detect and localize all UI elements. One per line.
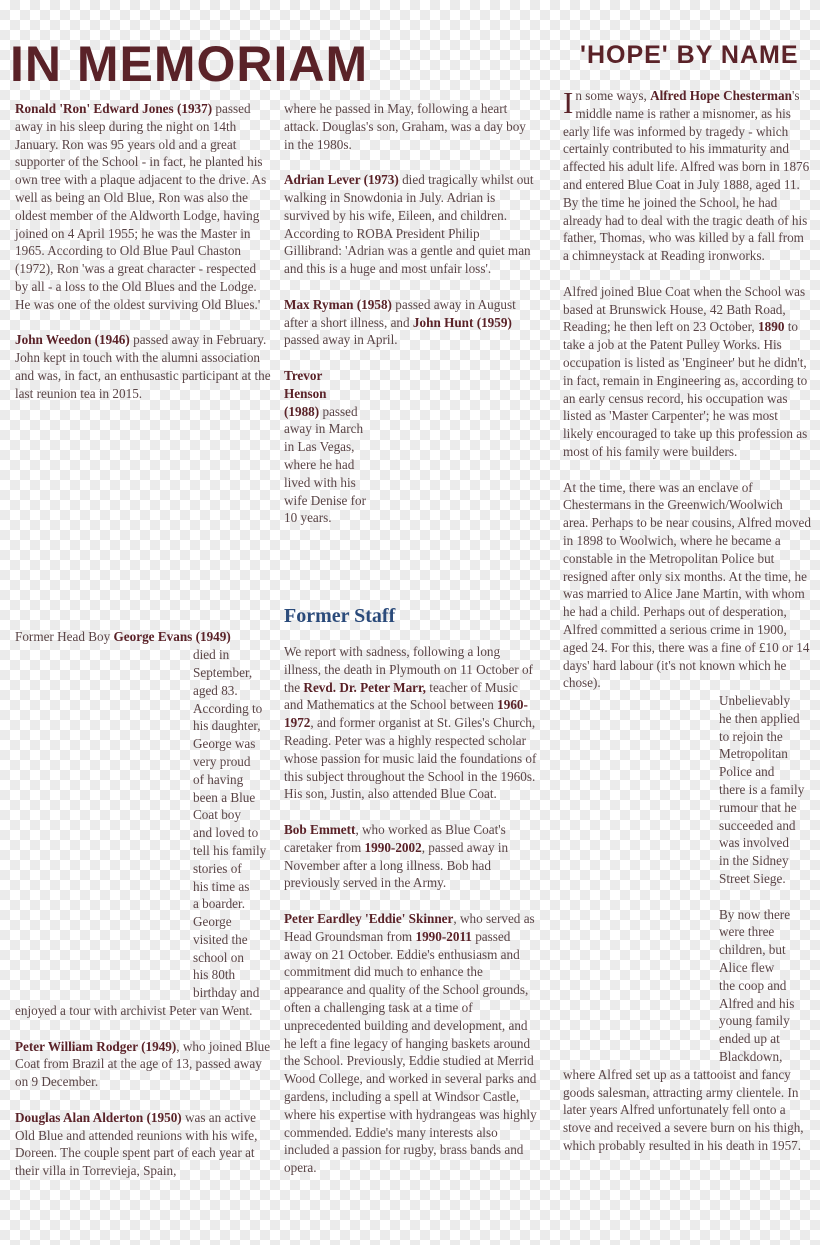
text-line: Police and [719, 764, 775, 780]
obituary-text: was an active Old Blue and attended reunions with his wife, Doreen. The couple spent part of each year at their villa in Torrevieja, Spain, [15, 1109, 258, 1179]
article-name: Alfred Hope Chesterman [650, 88, 792, 103]
text-line: in the Sidney [719, 853, 789, 869]
obituary-years: 1960-1972 [284, 697, 528, 731]
obituary-text: passed away in his sleep during the night on 14th January. Ron was 95 years old and a great supporter of the School - in fact, he planted his own tree with a plaque adjacent to the drive. As well as being an Old Blue, Ron was also the oldest member of the Aldworth Lodge, having joined on 4 April 1955; he was the Master in 1965. According to Old Blue Paul Chaston (1972), Ron 'was a great character - respected by all - a loss to the Old Blues and the Lodge. He was one of the oldest surviving Old Blues.' [15, 101, 267, 312]
obituary-weedon [15, 331, 271, 402]
text-line: Street Siege. [719, 871, 786, 887]
text-line: Blackdown, [719, 1049, 783, 1065]
text-line: George was [193, 736, 256, 752]
article-paragraph-5-end: where Alfred set up as a tattooist and fancy goods salesman, attracting army clientele. In later years Alfred unfortunately fell onto a stove and received a severe burn on his thigh, which probably resulted in his death in 1957. [563, 1066, 804, 1154]
obituary-evans [15, 628, 271, 1020]
obituary-text: died tragically whilst out walking in Snowdonia in July. Adrian is survived by his wife, Eileen, and children. According to ROBA President Philip Gillibrand: 'Adrian was a gentle and quiet man and this is a huge and most unfair loss'. [284, 172, 534, 277]
text-line: been a Blue [193, 789, 256, 805]
obituary-text: passed away in August after a short illness, and [284, 296, 516, 330]
text-line: aged 83. [193, 682, 238, 698]
obituary-henson [284, 367, 376, 527]
obituary-text: Former Head Boy [15, 629, 114, 645]
text-line: to rejoin the [719, 728, 783, 744]
obituary-text: passed away in April. [284, 332, 398, 348]
article-paragraph-1 [563, 87, 811, 265]
text-line: his daughter, [193, 718, 261, 734]
obituary-text: teacher of Music and Mathematics at the School between [284, 679, 518, 713]
text-line: stories of [193, 860, 242, 876]
text-line: school on [193, 949, 244, 965]
obituary-name: Douglas Alan Alderton (1950) [15, 1109, 182, 1125]
text-line: Unbelievably [719, 693, 791, 709]
obituary-emmett [284, 821, 539, 892]
text-line: of having [193, 771, 244, 787]
article-text: n some ways, [575, 88, 651, 103]
obituary-text: , who worked as Blue Coat's caretaker from [284, 821, 506, 855]
obituary-jones [15, 100, 271, 314]
obituary-name: Peter William Rodger (1949) [15, 1038, 177, 1054]
text-line: were three [719, 924, 775, 940]
obituary-name: Revd. Dr. Peter Marr, [303, 679, 426, 695]
text-line: By now there [719, 906, 791, 922]
column-middle [284, 100, 539, 545]
article-text: Alfred joined Blue Coat when the School was based at Brunswick House, 42 Bath Road, Reading; he then left on 23 October, [563, 283, 806, 335]
obituary-alderton-continued: where he passed in May, following a heart attack. Douglas's son, Graham, was a day boy in the 1980s. [284, 101, 526, 152]
text-line: Alice flew [719, 960, 775, 976]
text-line: September, [193, 664, 253, 680]
article-paragraph-4 [719, 692, 811, 888]
page-title: IN MEMORIAM [10, 36, 369, 92]
obituary-alderton [15, 1109, 271, 1180]
article-text: to take a job at the Patent Pulley Works. His occupation is listed as 'Engineer' but he didn't, in fact, remain in Engineering as, according to an early census record, his occupation was listed as 'Master Carpenter'; he was most likely encouraged to take up this profession as most of his family were builders. [563, 319, 808, 459]
obituary-name: (1988) [284, 403, 320, 419]
obituary-text: , who joined Blue Coat from Brazil at the age of 13, passed away on 9 December. [15, 1038, 271, 1090]
obituary-text-narrow [193, 646, 271, 1002]
text-line: and loved to [193, 825, 259, 841]
text-line: Metropolitan [719, 746, 788, 762]
obituary-years: 1990-2011 [415, 928, 472, 944]
text-line: was involved [719, 835, 789, 851]
obituary-name: Max Ryman (1958) [284, 296, 392, 312]
text-line: George [193, 914, 232, 930]
text-line: children, but [719, 942, 786, 958]
obituary-skinner [284, 910, 539, 1177]
obituary-name: Henson [284, 385, 327, 401]
obituary-text: passed away in February. John kept in touch with the alumni association and was, in fact, an enthusastic participant at the last reunion tea in 2015. [15, 332, 271, 401]
obituary-name: Adrian Lever (1973) [284, 172, 399, 188]
former-staff-heading: Former Staff [284, 605, 396, 627]
text-line: rumour that he [719, 799, 797, 815]
obituary-text: , and former organist at St. Giles's Church, Reading. Peter was a highly respected scholar whose passion for music laid the foundations of this subject throughout the School in the 1960s. His son, Justin, also attended Blue Coat. [284, 715, 537, 802]
drop-cap: I [563, 85, 574, 120]
text-line: his time as [193, 878, 250, 894]
article-paragraph-3: At the time, there was an enclave of Chestermans in the Greenwich/Woolwich area. Perhaps to be near cousins, Alfred moved in 1898 to Woolwich, where he became a constable in the Metropolitan Police but resigned after only six months. At the time, he was married to Alice Jane Martin, with whom he had a child. Perhaps out of desperation, Alfred committed a serious crime in 1900, aged 24. For this, there was a fine of £10 or 14 days' hard labour (it's not known which he chose). [563, 479, 811, 691]
column-former-staff [284, 643, 539, 1195]
photo-space [15, 420, 271, 628]
text-line: tell his family [193, 842, 267, 858]
text-line: succeeded and [719, 817, 796, 833]
text-line: ended up at [719, 1031, 780, 1047]
obituary-name: Peter Eardley 'Eddie' Skinner [284, 910, 454, 926]
column-left [15, 100, 271, 1198]
sidebar-title: 'HOPE' BY NAME [580, 41, 799, 69]
text-line: there is a family [719, 782, 805, 798]
obituary-text: , who served as Head Groundsman from [284, 910, 535, 944]
obituary-ryman-hunt [284, 296, 539, 349]
column-right [563, 87, 811, 1173]
obituary-marr [284, 643, 539, 803]
obituary-name: Bob Emmett [284, 821, 356, 837]
obituary-name: Ronald 'Ron' Edward Jones (1937) [15, 101, 213, 116]
obituary-text: passed away on 21 October. Eddie's enthusiasm and commitment did much to enhance the appearance and quality of the School grounds, often a challenging task at a time of unprecedented building and development, and he left a fine legacy of hanging baskets around the School. Previously, Eddie studied at Merrid Wood College, and worked in several parks and gardens, including a spell at Windsor Castle, where his expertise with hydrangeas was highly commended. Eddie's many interests also included a passion for rugby, brass bands and opera. [284, 928, 537, 1176]
obituary-text: We report with sadness, following a long illness, the death in Plymouth on 11 October of the [284, 644, 533, 695]
obituary-name: John Hunt (1959) [412, 314, 512, 330]
obituary-text: passed away in March in Las Vegas, where he had lived with his wife Denise for 10 years. [284, 403, 367, 526]
obituary-text: enjoyed a tour with archivist Peter van Went. [15, 1003, 253, 1019]
obituary-rodger [15, 1038, 271, 1091]
text-line: young family [719, 1013, 790, 1029]
text-line: the coop and [719, 977, 787, 993]
text-line: very proud [193, 753, 251, 769]
article-year: 1890 [758, 319, 785, 335]
text-line: birthday and [193, 985, 260, 1001]
article-paragraph-2 [563, 283, 811, 461]
article-paragraph-5 [719, 906, 811, 1066]
obituary-name: John Weedon (1946) [15, 332, 130, 348]
text-line: he then applied [719, 710, 800, 726]
obituary-name: George Evans (1949) [113, 629, 231, 645]
text-line: Alfred and his [719, 995, 795, 1011]
obituary-years: 1990-2002 [364, 839, 422, 855]
text-line: died in [193, 647, 230, 663]
obituary-lever [284, 171, 539, 278]
text-line: his 80th [193, 967, 236, 983]
obituary-text: , passed away in November after a long illness. Bob had previously served in the Army. [284, 839, 509, 891]
text-line: visited the [193, 931, 248, 947]
obituary-name: Trevor [284, 367, 323, 383]
text-line: a boarder. [193, 896, 245, 912]
text-line: Coat boy [193, 807, 241, 823]
text-line: According to [193, 700, 263, 716]
article-text: 's middle name is rather a misnomer, as his early life was informed by tragedy - which certainly contributed to his immaturity and affected his adult life. Alfred was born in 1876 and entered Blue Coat in July 1888, aged 11. By the time he joined the School, he had already had to deal with the tragic death of his father, Thomas, who was killed by a fall from a chimneystack at Reading ironworks. [563, 88, 810, 264]
